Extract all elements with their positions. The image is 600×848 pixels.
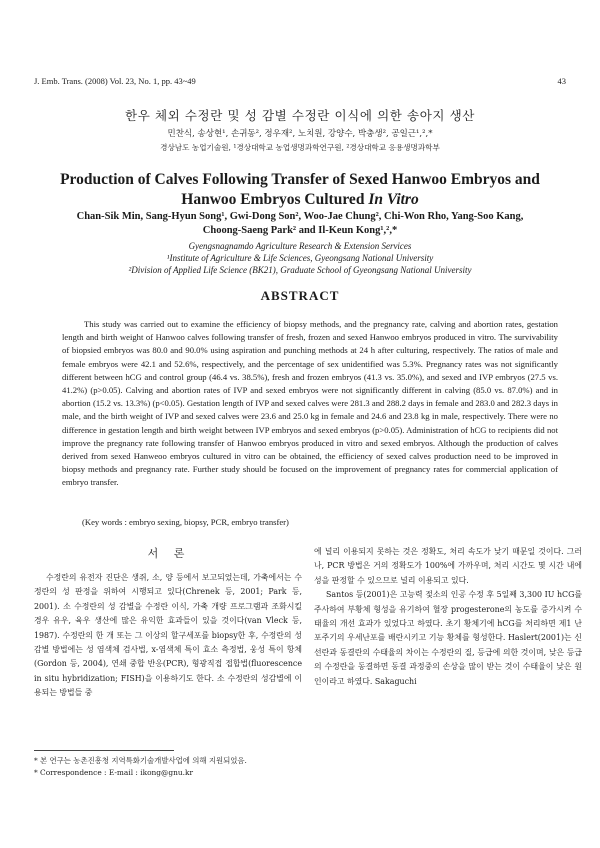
korean-authors: 민찬식, 송상현¹, 손귀동², 정우재², 노치원, 강양수, 박충생², 공일근¹,²,* [167, 129, 433, 139]
english-title-line2 [30, 190, 570, 210]
affiliation-3: ²Division of Applied Life Science (BK21), Graduate School of Gyeongsang National University [128, 265, 472, 275]
body-column-right [314, 545, 582, 689]
english-authors-line2: Choong-Saeng Park² and Il-Keun Kong¹,²,* [202, 225, 398, 236]
english-title-line1: Production of Calves Following Transfer of Sexed Hanwoo Embryos and [60, 171, 540, 188]
english-affiliations [20, 240, 580, 276]
body-paragraph: 수정란의 유전자 진단은 생쥐, 소, 양 등에서 보고되었는데, 가축에서는 수정란의 성 판정을 위하여 시행되고 있다(Chrenek 등, 2001; Park 등, 2001). 소 수정란의 성 감별을 수정란 이식, 가축 개량 프로그램과 조화시킬 경우 유우, 육우 생산에 많은 유익한 효과들이 있을 것이다(van Vleck 등, 1987). 수정란의 한 개 또는 그 이상의 할구세포를 biopsy한 후, 수정란의 성 감별 방법에는 성 염색체 검사법, x-염색체 특이 효소 측정법, 웅성 특이 항체(Gordon 등, 2004), 연쇄 중합 반응(PCR), 형광직접 접합법(fluorescence in situ hybridization; FISH)을 이용하기도 한다. 소 수정란의 성감별에 이용되는 방법들 중 [34, 573, 302, 698]
footnotes [34, 755, 247, 779]
abstract-heading: ABSTRACT [260, 288, 340, 303]
body-paragraph: 에 널리 이용되지 못하는 것은 정확도, 처리 속도가 낮기 때문일 것이다. 그러나, PCR 방법은 거의 정확도가 100%에 가까우며, 처리 시간도 몇 시간 내에 성을 판정할 수 있으므로 널리 이용되고 있다. [314, 547, 582, 585]
journal-citation: J. Emb. Trans. (2008) Vol. 23, No. 1, pp. 43~49 [34, 76, 196, 86]
korean-title: 한우 체외 수정란 및 성 감별 수정란 이식에 의한 송아지 생산 [125, 108, 475, 123]
footnote-divider [34, 750, 174, 751]
body-column-left [34, 571, 302, 701]
correspondence-note: * Correspondence : E-mail : ikong@gnu.kr [34, 768, 194, 777]
funding-note: * 본 연구는 농촌진흥청 지역특화기술개발사업에 의해 지원되었음. [34, 756, 247, 765]
affiliation-1: Gyengsnagnamdo Agriculture Research & Extension Services [188, 241, 412, 251]
english-authors-line1: Chan-Sik Min, Sang-Hyun Song¹, Gwi-Dong Son², Woo-Jae Chung², Chi-Won Rho, Yang-Soo Kang, [76, 211, 524, 222]
affiliation-2: ¹Institute of Agriculture & Life Sciences, Gyeongsang National University [166, 253, 434, 263]
keywords: (Key words : embryo sexing, biopsy, PCR, embryo transfer) [82, 517, 289, 527]
korean-affiliations: 경상남도 농업기술원, ¹경상대학교 농업생명과학연구원, ²경상대학교 응용생명과학부 [160, 143, 440, 152]
english-title-line2-text: Hanwoo Embryos Cultured [181, 191, 365, 208]
running-header [34, 76, 566, 86]
english-authors [30, 210, 570, 238]
page-number: 43 [557, 76, 566, 86]
abstract-text: This study was carried out to examine the efficiency of biopsy methods, and the pregnancy rate, calving and abortion rates, gestation length and birth weight of Hanwoo calves following transfer of fresh, frozen and sexed Hanwoo embryos produced in vitro. The survivability of biopsied embryos was 80.0 and 90.0% using aspiration and punching methods at 24 h after culturing, respectively. The ratios of male and female embryos were 42.1 and 52.6%, respectively, and the percentage of sex unidentified was 5.3%. Pregnancy rates was not significantly different between hCG and control group (46.4 vs. 38.5%), fresh and frozen embryos (41.3 vs. 35.0%), and sexed and IVP embryos (27.5 vs. 41.2%) (p>0.05). Calving and abortion rates of IVP and sexed embryos were not significantly different in calving (85.0 vs. 87.0%) and in abortion (15.2 vs. 13.3%) (p<0.05). Gestation length of IVP and sexed calves were 281.3 and 288.2 days in female and 283.0 and 282.3 days in male, and the birth weight of IVP and sexed calves were 23.6 and 25.0 kg in female and 24.6 and 23.8 kg in male, respectively. There were no difference in gestation length and birth weight between IVP embryos and sexed embryos (p>0.05). Administration of hCG to recipients did not improve the pregnancy rate following transfer of Hanwoo embryos produced in vitro and sexed embryos. Although the production of calves derived from sexed Hanweoo embryos cultured in vitro can be obtained, the efficiency of sexed calves production need to be improved in biopsy methods and pregnancy rate. Further study should be focused on the improvement of pregnancy rates for commercial application of embryo transfer. [62, 319, 558, 488]
section-heading-introduction: 서 론 [147, 547, 191, 560]
english-title-italic: In Vitro [368, 191, 419, 208]
body-paragraph: Santos 등(2001)은 고능력 젖소의 인공 수정 후 5일째 3,300 IU hCG를 주사하여 부황체 형성을 유기하여 혈장 progesterone의 농도를 증가시켜 수태율의 개선 효과가 있었다고 하였다. 초기 황체기에 hCG를 처리하면 제1 난포주기의 우세난포를 배란시키고 기능 황체를 형성한다. Haslert(2001)는 신선란과 동결란의 수태율의 차이는 수정란의 질, 등급에 의한 것이며, 낮은 등급의 수정란을 동결하면 동결 과정중의 손상을 많이 받는 것이 수태율이 낮은 원인이라고 하였다. Sakaguchi [314, 590, 582, 686]
english-title [30, 170, 570, 210]
